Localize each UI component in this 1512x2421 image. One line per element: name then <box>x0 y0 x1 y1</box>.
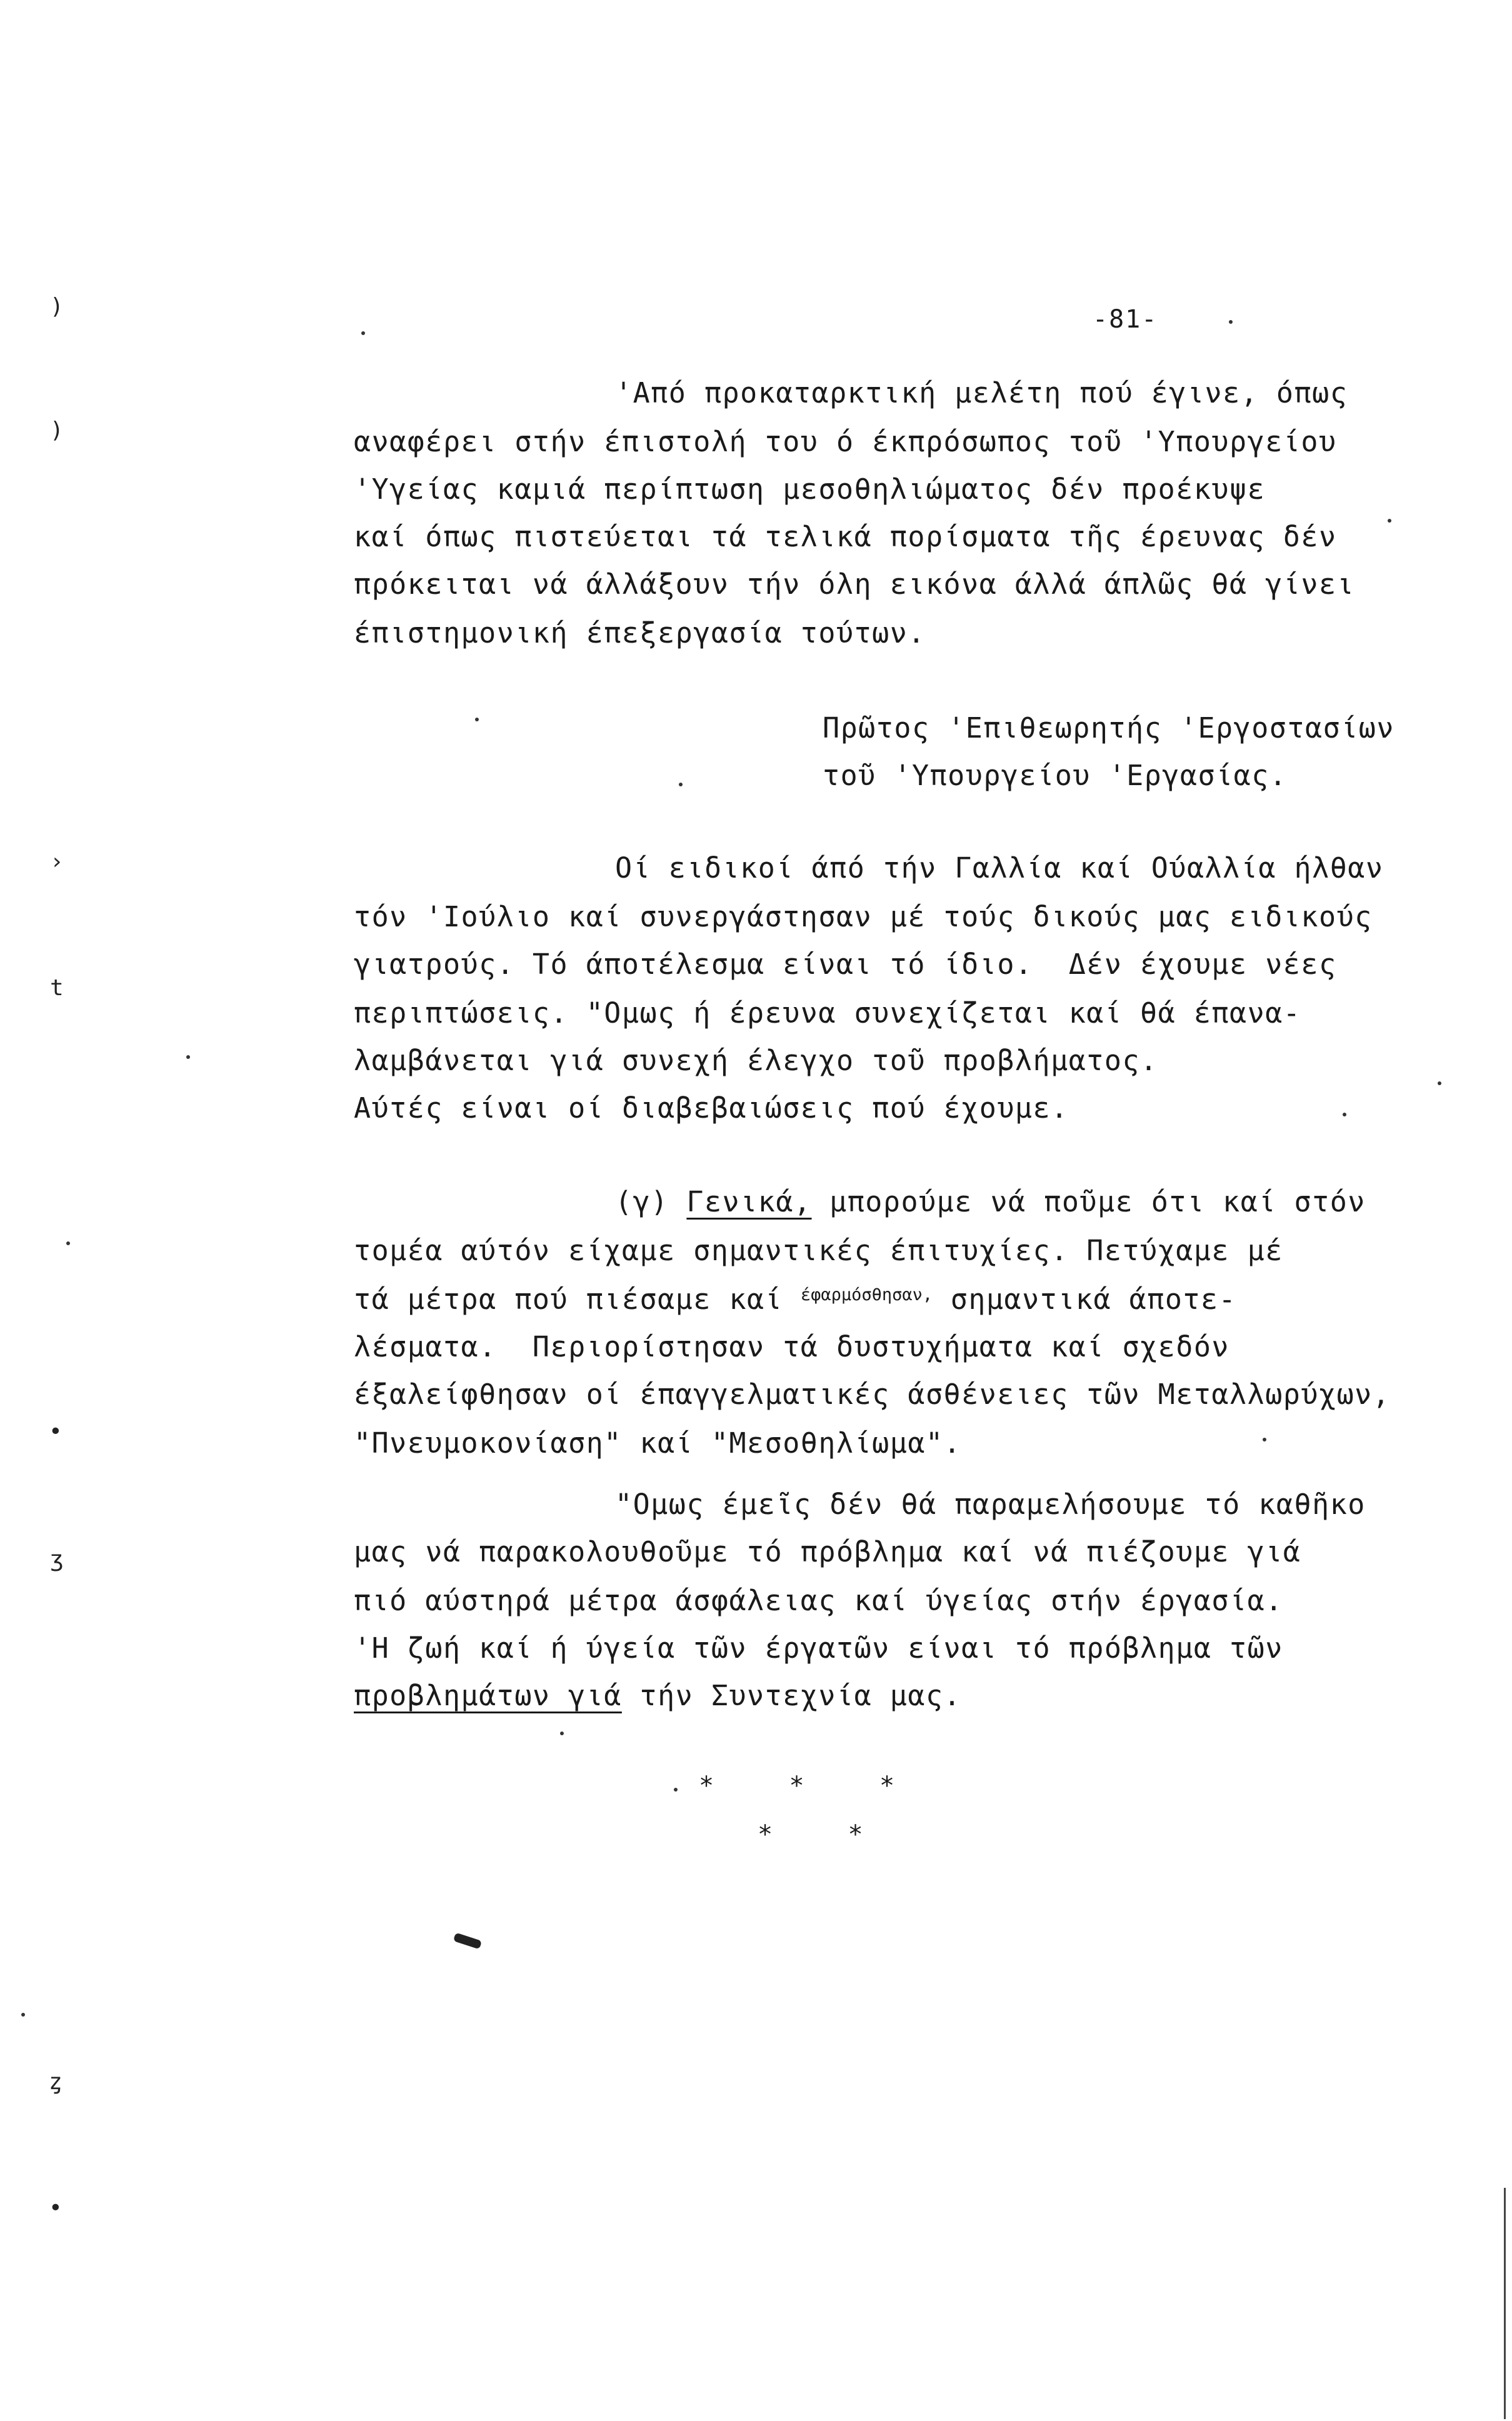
paragraph4-line1: "Ομως έμεῖς δέν θά παραμελήσουμε τό καθῆκο <box>615 1488 1366 1521</box>
inserted-word: έφαρμόσθησαν, <box>800 1285 933 1305</box>
paragraph1-line5: πρόκειται νά άλλάξουν τήν όλη εικόνα άλλά άπλῶς θά γίνει <box>354 568 1355 601</box>
paragraph3-line3 <box>354 1283 1237 1316</box>
paragraph2-line4: περιπτώσεις. "Ομως ή έρευνα συνεχίζεται καί θά έπανα- <box>354 996 1301 1030</box>
margin-mark: ) <box>50 294 64 319</box>
margin-mark: t <box>50 975 64 1001</box>
paragraph1-line2: αναφέρει στήν έπιστολή του ό έκπρόσωπος τοῦ 'Υπουργείου <box>354 425 1337 458</box>
page-number: -81- <box>1093 305 1158 334</box>
paragraph1-line4: καί όπως πιστεύεται τά τελικά πορίσματα τῆς έρευνας δέν <box>354 520 1337 553</box>
paragraph1-line3: 'Υγείας καμιά περίπτωση μεσοθηλιώματος δέν προέκυψε <box>354 473 1266 506</box>
stars-row-bottom: * * <box>758 1820 863 1849</box>
speck <box>21 2013 25 2017</box>
paragraph2-line2: τόν 'Ιούλιο καί συνεργάστησαν μέ τούς δικούς μας ειδικούς <box>354 900 1373 933</box>
speck <box>1438 1081 1441 1085</box>
paragraph4-line4: 'Η ζωή καί ή ύγεία τῶν έργατῶν είναι τό πρόβλημα τῶν <box>354 1632 1283 1665</box>
speck <box>1343 1113 1346 1116</box>
paragraph1-line1: 'Από προκαταρκτική μελέτη πού έγινε, όπως <box>615 376 1348 409</box>
speck <box>361 331 365 335</box>
scan-edge <box>1504 2188 1506 2419</box>
margin-mark: • <box>49 1419 63 1445</box>
speck <box>674 1788 678 1792</box>
paragraph4-line3: πιό αύστηρά μέτρα άσφάλειας καί ύγείας στήν έργασία. <box>354 1584 1283 1617</box>
speck <box>66 1241 70 1245</box>
paragraph3-line3-end: σημαντικά άποτε- <box>933 1283 1237 1316</box>
ink-stroke <box>453 1933 482 1950</box>
speck <box>679 783 683 786</box>
paragraph3-line1 <box>615 1185 1366 1218</box>
speck <box>1388 519 1391 523</box>
stars-row-top: * * * <box>699 1772 895 1800</box>
speck <box>1263 1438 1266 1441</box>
underlined-heading: Γενικά, <box>686 1185 812 1218</box>
paragraph4-line5-text: τήν Συντεχνία μας. <box>621 1679 962 1712</box>
speck <box>186 1055 190 1059</box>
paragraph3-line4: λέσματα. Περιορίστησαν τά δυστυχήματα καί σχεδόν <box>354 1330 1230 1363</box>
margin-mark: ) <box>50 418 64 443</box>
signature-title: Πρῶτος 'Επιθεωρητής 'Εργοστασίων <box>823 711 1394 744</box>
margin-mark: ȥ <box>49 2069 63 2095</box>
paragraph2-line5: λαμβάνεται γιά συνεχή έλεγχο τοῦ προβλήματος. <box>354 1044 1158 1077</box>
paragraph3-line6: "Πνευμοκονίαση" καί "Μεσοθηλίωμα". <box>354 1426 962 1460</box>
paragraph4-line2: μας νά παρακολουθοῦμε τό πρόβλημα καί νά πιέζουμε γιά <box>354 1535 1301 1568</box>
paragraph1-line6: έπιστημονική έπεξεργασία τούτων. <box>354 616 926 649</box>
speck <box>475 718 479 721</box>
speck <box>560 1732 564 1735</box>
paragraph3-line5: έξαλείφθησαν οί έπαγγελματικές άσθένειες τῶν Μεταλλωρύχων, <box>354 1378 1391 1411</box>
paragraph3-line2: τομέα αύτόν είχαμε σημαντικές έπιτυχίες. Πετύχαμε μέ <box>354 1234 1283 1267</box>
paragraph2-line1: Οί ειδικοί άπό τήν Γαλλία καί Ούαλλία ήλθαν <box>615 851 1384 885</box>
paragraph3-line3-start: τά μέτρα πού πιέσαμε καί <box>354 1283 801 1316</box>
paragraph4-line5 <box>354 1679 962 1712</box>
underlined-phrase: προβλημάτων γιά <box>354 1679 622 1712</box>
margin-mark: › <box>50 849 64 875</box>
speck <box>1229 320 1233 324</box>
section-marker: (γ) <box>615 1185 687 1218</box>
paragraph3-line1-text: μπορούμε νά ποῦμε ότι καί στόν <box>811 1185 1366 1218</box>
paragraph2-line3: γιατρούς. Τό άποτέλεσμα είναι τό ίδιο. Δέν έχουμε νέες <box>354 948 1337 981</box>
paragraph2-line6: Αύτές είναι οί διαβεβαιώσεις πού έχουμε. <box>354 1091 1069 1125</box>
margin-mark: • <box>49 2195 63 2221</box>
margin-mark: ʒ <box>50 1546 64 1572</box>
signature-ministry: τοῦ 'Υπουργείου 'Εργασίας. <box>823 759 1288 792</box>
